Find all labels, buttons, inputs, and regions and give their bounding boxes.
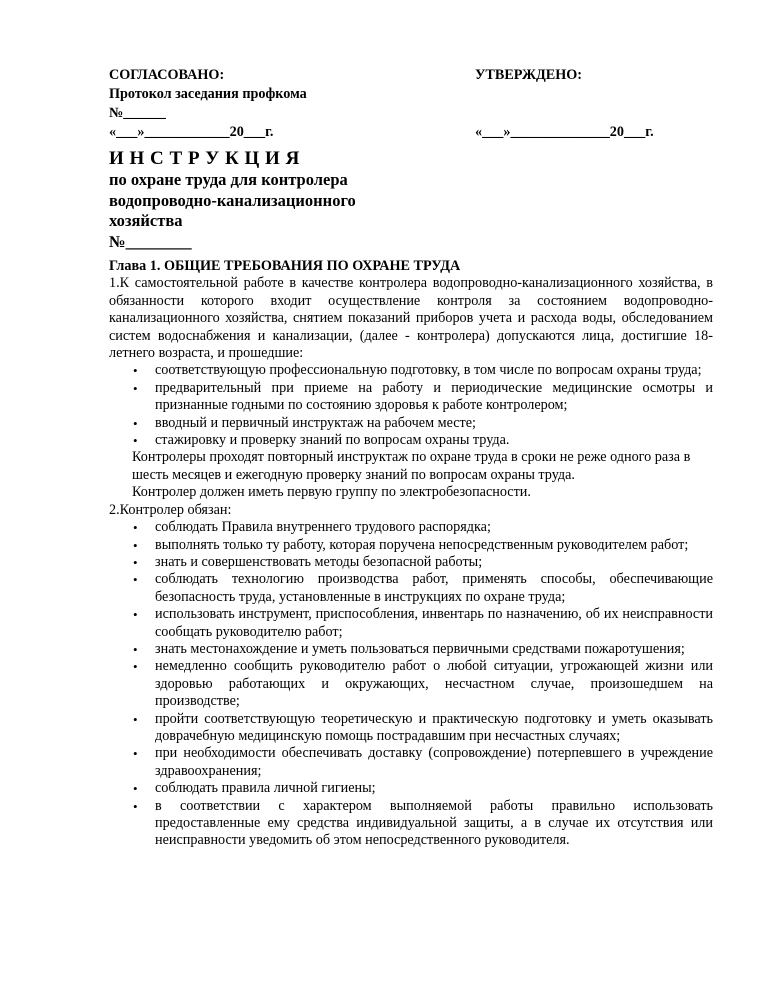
list-item: • использовать инструмент, приспособления, инвентарь по назначению, об их неисправности сообщать руководителю работ; <box>109 606 713 641</box>
document-title <box>109 148 429 252</box>
approval-approved-block <box>475 66 654 142</box>
list-item: • соответствующую профессиональную подготовку, в том числе по вопросам охраны труда; <box>109 362 713 379</box>
list-item: • предварительный при приеме на работу и периодические медицинские осмотры и признанные годными по состоянию здоровья к работе контролером; <box>109 380 713 415</box>
protocol-line: Протокол заседания профкома <box>109 86 307 102</box>
list-item: • стажировку и проверку знаний по вопросам охраны труда. <box>109 432 713 449</box>
list-item: • соблюдать Правила внутреннего трудового распорядка; <box>109 519 713 536</box>
list-item: • выполнять только ту работу, которая поручена непосредственным руководителем работ; <box>109 537 713 554</box>
approved-spacer-2 <box>475 104 654 123</box>
approved-date: «___»______________20___г. <box>475 124 654 140</box>
approval-agreed-block <box>109 66 307 142</box>
chapter-1-body <box>109 258 713 850</box>
agreed-title: СОГЛАСОВАНО: <box>109 67 225 83</box>
paragraph-obligations: 2.Контролер обязан: <box>109 501 232 518</box>
approved-spacer-1 <box>475 85 654 104</box>
agreed-date: «___»____________20___г. <box>109 124 274 140</box>
list-item: • соблюдать правила личной гигиены; <box>109 780 713 797</box>
list-item: • в соответствии с характером выполняемой работы правильно использовать предоставленные ему средства индивидуальной защиты, а в случае их отсутствия или неисправности уведомить об этом непосредственного руководителя. <box>109 798 713 850</box>
title-line-2: водопроводно-канализационного <box>109 190 356 210</box>
paragraph-1: 1.К самостоятельной работе в качестве контролера водопроводно-канализационного хозяйства, в обязанности которого входит осуществление контроля за состоянием водопроводно-канализационного хозяйства, снятием показаний приборов учета и расхода воды, обследованием систем водоснабжения и канализации, (далее - контролера) допускаются лица, достигшие 18-летнего возраста, и прошедшие: <box>109 275 713 362</box>
list-item: • знать и совершенствовать методы безопасной работы; <box>109 554 713 571</box>
paragraph-repeat-briefing: Контролеры проходят повторный инструктаж по охране труда в сроки не реже одного раза в шесть месяцев и ежегодную проверку знаний по вопросам охраны труда. <box>132 449 691 483</box>
title-line-3: хозяйства <box>109 211 183 230</box>
approved-title: УТВЕРЖДЕНО: <box>475 67 583 83</box>
list-item: • при необходимости обеспечивать доставку (сопровождение) потерпевшего в учреждение здравоохранения; <box>109 745 713 780</box>
paragraph-electrical-group: Контролер должен иметь первую группу по электробезопасности. <box>132 484 531 501</box>
list-item: • знать местонахождение и уметь пользоваться первичными средствами пожаротушения; <box>109 641 713 658</box>
protocol-number: №______ <box>109 105 166 121</box>
list-item: • немедленно сообщить руководителю работ о любой ситуации, угрожающей жизни или здоровью работающих и окружающих, несчастном случае, произошедшем на производстве; <box>109 658 713 710</box>
list-item: • пройти соответствующую теоретическую и практическую подготовку и уметь оказывать доврачебную медицинскую помощь пострадавшим при несчастных случаях; <box>109 711 713 746</box>
title-line-1: по охране труда для контролера <box>109 170 348 189</box>
title-main: И Н С Т Р У К Ц И Я <box>109 148 300 169</box>
admission-list <box>109 362 713 449</box>
list-item: • соблюдать технологию производства работ, применять способы, обеспечивающие безопасность труда, установленные в инструкциях по охране труда; <box>109 571 713 606</box>
obligations-list <box>109 519 713 850</box>
chapter-heading: Глава 1. ОБЩИЕ ТРЕБОВАНИЯ ПО ОХРАНЕ ТРУДА <box>109 258 461 274</box>
title-number: №________ <box>109 231 192 251</box>
list-item: • вводный и первичный инструктаж на рабочем месте; <box>109 415 713 432</box>
